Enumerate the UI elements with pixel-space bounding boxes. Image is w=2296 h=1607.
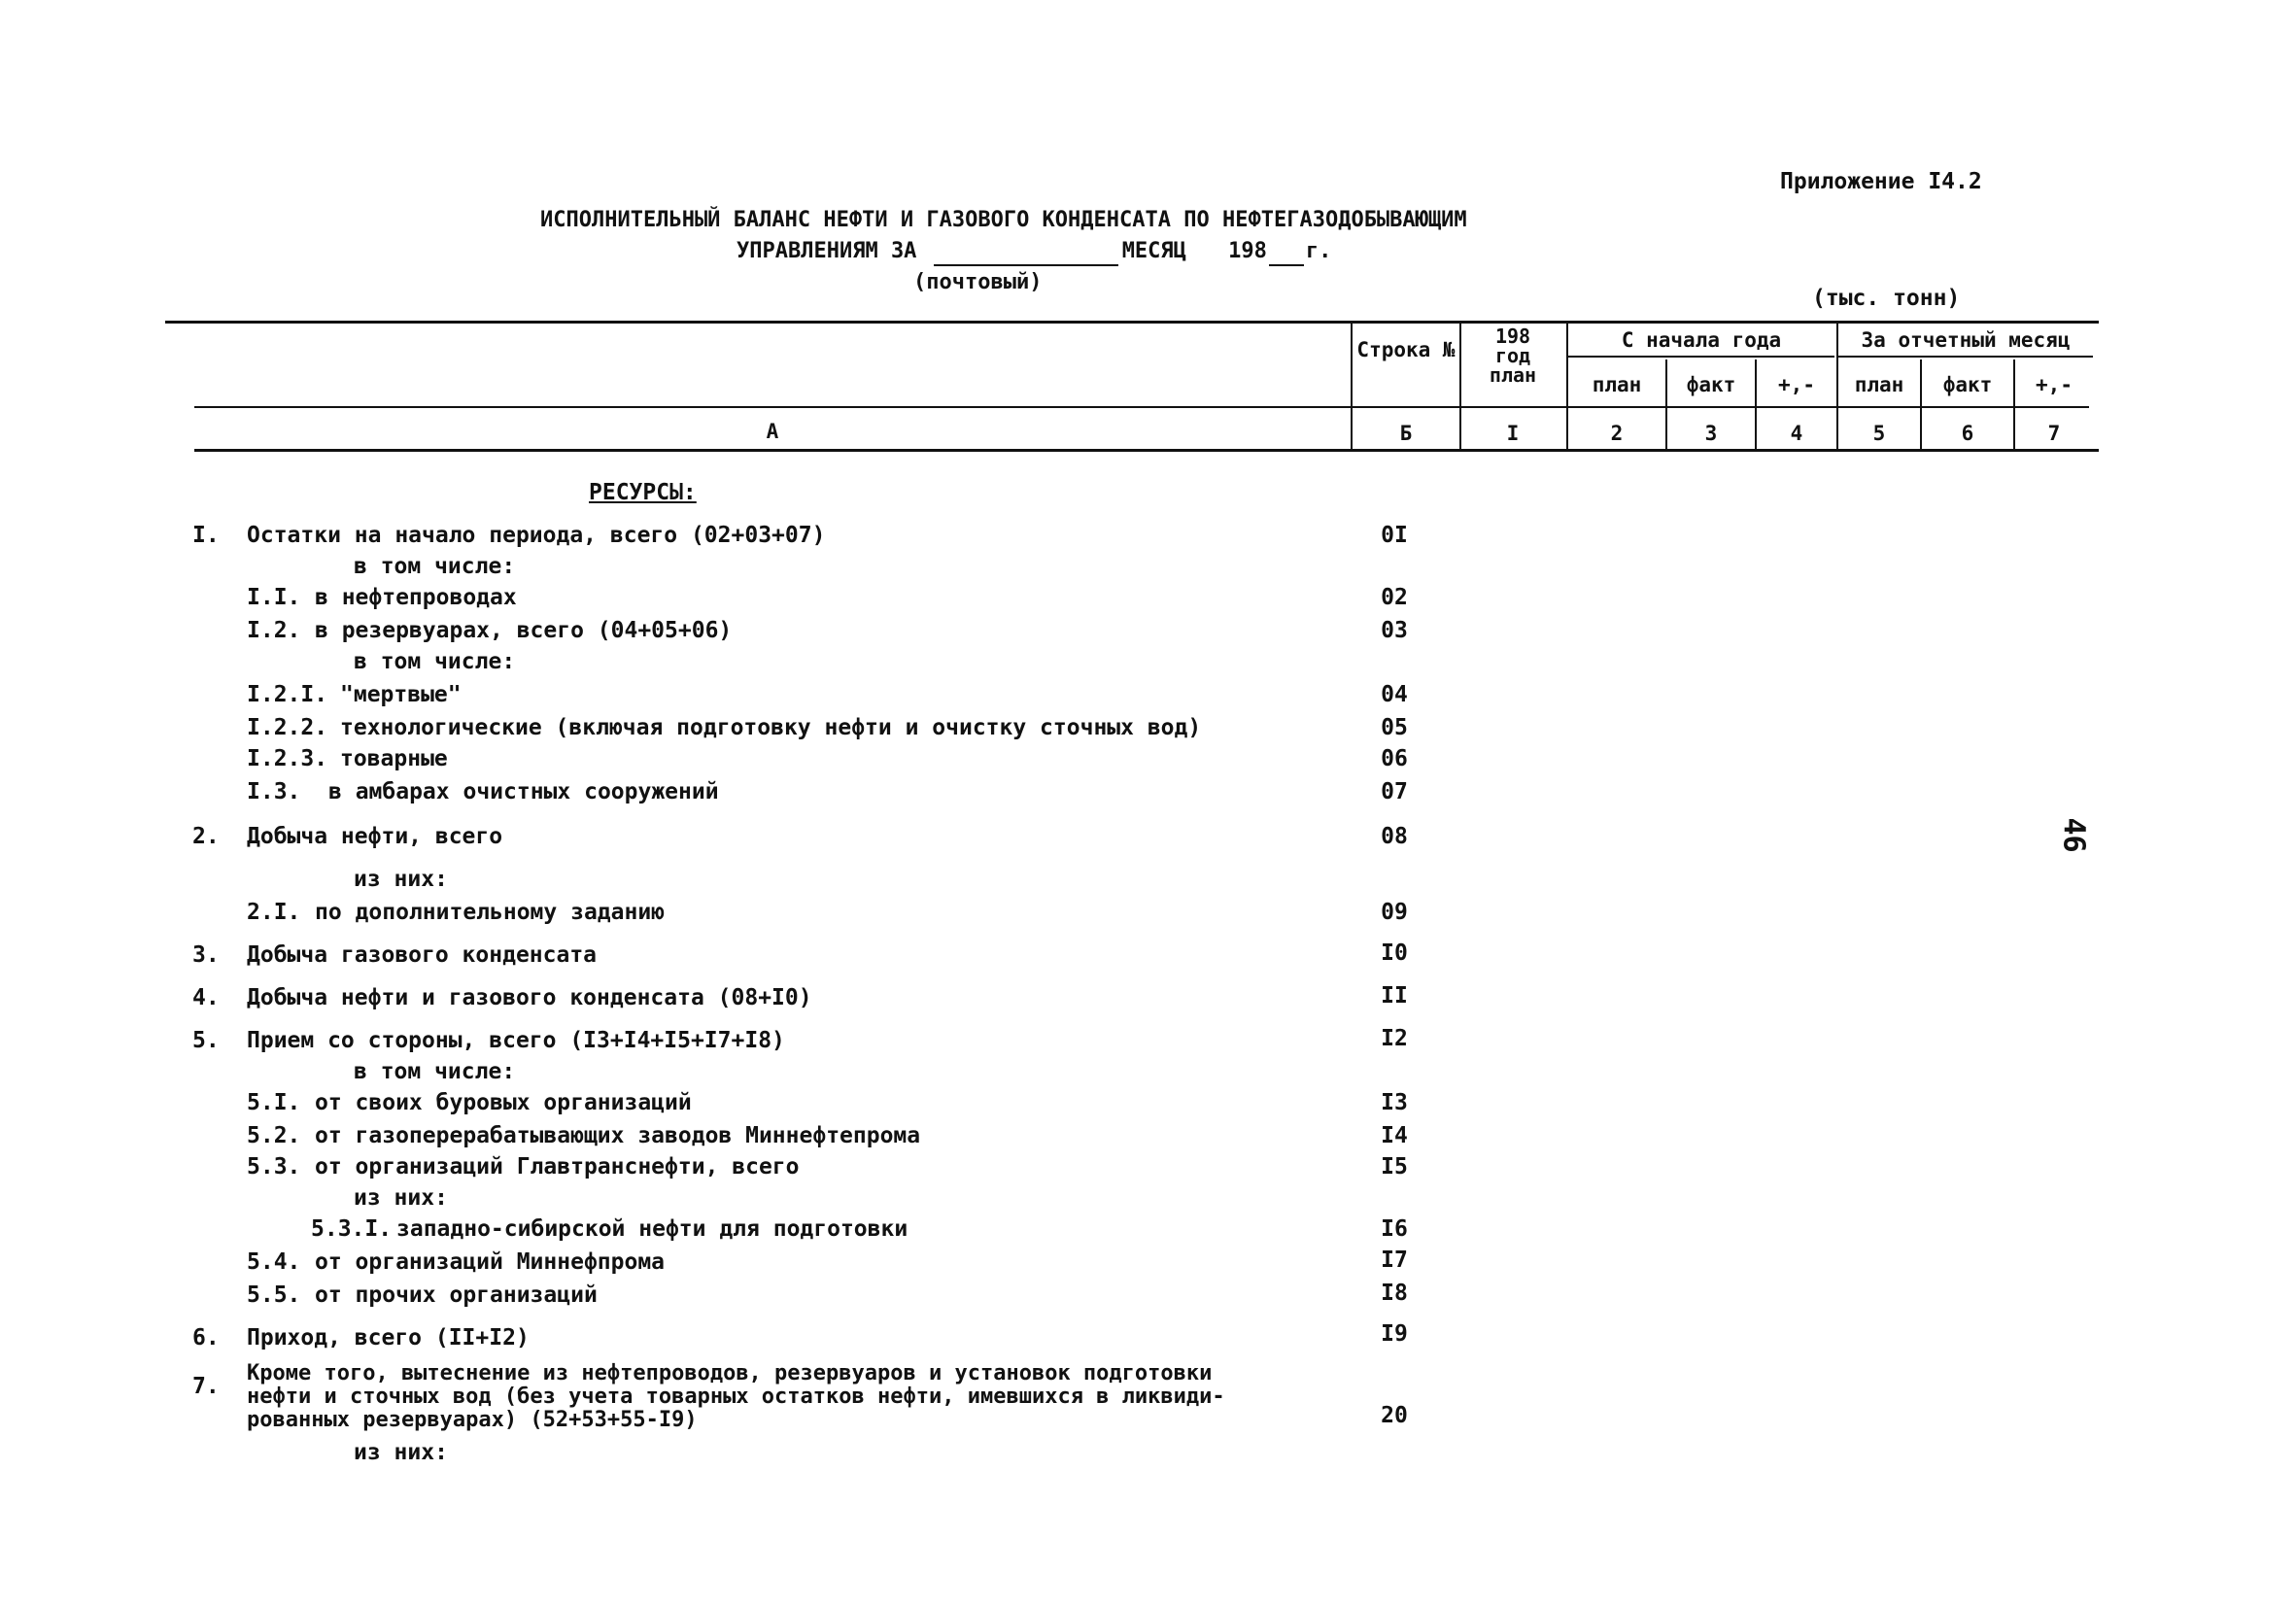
col-index-7: 7	[2047, 422, 2061, 445]
appendix-label: Приложение I4.2	[1780, 169, 1982, 194]
header-bottom-rule	[194, 449, 2099, 452]
page-number: 46	[2056, 817, 2091, 853]
header-year-plan	[1461, 326, 1564, 385]
document-title-line3: (почтовый)	[913, 270, 1043, 294]
header-diff-1: +,-	[1778, 373, 1815, 396]
header-mid-rule	[194, 406, 2089, 408]
row-code: 04	[1381, 682, 1408, 707]
col-index-4: 4	[1790, 422, 1803, 445]
row-code: II	[1381, 983, 1408, 1009]
document-title-line2	[737, 237, 1331, 266]
title-year: 198	[1228, 239, 1267, 263]
row-num: 5.4.	[247, 1249, 301, 1275]
row-text: западно-сибирской нефти для подготовки	[396, 1216, 908, 1242]
row-num: 7.	[192, 1374, 220, 1399]
row-text: в амбарах очистных сооружений	[328, 779, 719, 804]
row-code: I6	[1381, 1216, 1408, 1242]
year-blank	[1269, 243, 1304, 266]
row-text: в резервуарах, всего (04+05+06)	[315, 618, 733, 643]
since-start-rule	[1568, 356, 1834, 358]
row-text: нефти и сточных вод (без учета товарных остатков нефти, имевшихся в ликвиди-	[247, 1385, 1225, 1409]
row-code: I4	[1381, 1123, 1408, 1148]
row-code: 0I	[1381, 523, 1408, 548]
row-num: I.2.I.	[247, 682, 328, 707]
row-text: от организаций Миннефпрома	[315, 1249, 666, 1275]
row-text: из них:	[354, 867, 448, 892]
header-top-rule	[165, 321, 2099, 324]
header-plan-2: план	[1854, 373, 1904, 396]
row-text: по дополнительному заданию	[315, 900, 666, 925]
row-text: Кроме того, вытеснение из нефтепроводов, резервуаров и установок подготовки	[247, 1361, 1213, 1385]
row-num: I.2.	[247, 618, 301, 643]
units-label: (тыс. тонн)	[1812, 286, 1961, 311]
row-code: 09	[1381, 900, 1408, 925]
row-num: I.2.3.	[247, 746, 328, 771]
row-num: 3.	[192, 942, 220, 968]
col-index-5: 5	[1872, 422, 1886, 445]
report-month-rule	[1838, 356, 2093, 358]
header-fact-2: факт	[1942, 373, 1993, 396]
header-row-no	[1353, 338, 1459, 361]
year-plan-line1: 198	[1494, 325, 1531, 348]
row-code: 07	[1381, 779, 1408, 804]
row-code: 02	[1381, 585, 1408, 610]
row-num: 6.	[192, 1325, 220, 1351]
row-text: Добыча нефти и газового конденсата (08+I0)	[247, 985, 812, 1010]
row-num: 2.	[192, 824, 220, 849]
row-code: 08	[1381, 824, 1408, 849]
row-num: I.	[192, 523, 220, 548]
row-num: 5.3.	[247, 1154, 301, 1180]
row-code: I2	[1381, 1026, 1408, 1051]
row-code: I7	[1381, 1248, 1408, 1273]
row-text: из них:	[354, 1185, 448, 1211]
header-diff-2: +,-	[2036, 373, 2073, 396]
row-code: I5	[1381, 1154, 1408, 1180]
document-title-line1: ИСПОЛНИТЕЛЬНЫЙ БАЛАНС НЕФТИ И ГАЗОВОГО КОНДЕНСАТА ПО НЕФТЕГАЗОДОБЫВАЮЩИМ	[540, 208, 1467, 232]
row-code: I8	[1381, 1281, 1408, 1306]
title-suffix: г.	[1305, 239, 1332, 263]
header-fact-1: факт	[1686, 373, 1736, 396]
row-num: 2.I.	[247, 900, 301, 925]
row-text: Остатки на начало периода, всего (02+03+07)	[247, 523, 826, 548]
title-prefix: УПРАВЛЕНИЯМ ЗА	[737, 239, 917, 263]
col-index-b: Б	[1399, 422, 1413, 445]
row-text: "мертвые"	[340, 682, 462, 707]
row-num: I.3.	[247, 779, 301, 804]
row-num: 5.I.	[247, 1090, 301, 1115]
header-plan-1: план	[1592, 373, 1642, 396]
row-text: из них:	[354, 1440, 448, 1465]
col-index-6: 6	[1961, 422, 1974, 445]
row-text: от своих буровых организаций	[315, 1090, 692, 1115]
row-num: 4.	[192, 985, 220, 1010]
row-code: I3	[1381, 1090, 1408, 1115]
row-num: I.2.2.	[247, 715, 328, 740]
row-text: в нефтепроводах	[315, 585, 517, 610]
col-index-1: I	[1506, 422, 1520, 445]
row-text: технологические (включая подготовку нефти и очистку сточных вод)	[340, 715, 1202, 740]
row-num: 5.	[192, 1028, 220, 1053]
col-index-2: 2	[1610, 422, 1624, 445]
row-num: 5.3.I.	[311, 1216, 393, 1242]
row-code: 20	[1381, 1403, 1408, 1428]
row-code: I0	[1381, 940, 1408, 966]
row-text: в том числе:	[354, 649, 516, 674]
col-index-a: А	[766, 420, 779, 443]
row-text: товарные	[340, 746, 448, 771]
row-code: 03	[1381, 618, 1408, 643]
row-text: Добыча газового конденсата	[247, 942, 598, 968]
month-blank	[934, 243, 1118, 266]
header-report-month: За отчетный месяц	[1861, 328, 2071, 352]
row-num: 5.5.	[247, 1282, 301, 1308]
col-index-3: 3	[1704, 422, 1718, 445]
row-text: от прочих организаций	[315, 1282, 598, 1308]
row-text: Прием со стороны, всего (I3+I4+I5+I7+I8)	[247, 1028, 785, 1053]
row-text: от организаций Главтранснефти, всего	[315, 1154, 800, 1180]
row-num: I.I.	[247, 585, 301, 610]
row-code: I9	[1381, 1321, 1408, 1347]
year-plan-line2: год	[1494, 344, 1531, 367]
row-text: в том числе:	[354, 1059, 516, 1084]
row-num: 5.2.	[247, 1123, 301, 1148]
row-text: рованных резервуарах) (52+53+55-I9)	[247, 1408, 698, 1432]
header-since-start: С начала года	[1621, 328, 1782, 352]
section-title: РЕСУРСЫ:	[589, 480, 697, 505]
row-text: в том числе:	[354, 554, 516, 579]
row-code: 05	[1381, 715, 1408, 740]
row-code: 06	[1381, 746, 1408, 771]
title-month: МЕСЯЦ	[1121, 239, 1186, 263]
year-plan-line3: план	[1489, 363, 1537, 387]
row-text: от газоперерабатывающих заводов Миннефтепрома	[315, 1123, 921, 1148]
header-row-no-text: Строка №	[1356, 338, 1456, 361]
row-text: Приход, всего (II+I2)	[247, 1325, 530, 1351]
row-text: Добыча нефти, всего	[247, 824, 503, 849]
